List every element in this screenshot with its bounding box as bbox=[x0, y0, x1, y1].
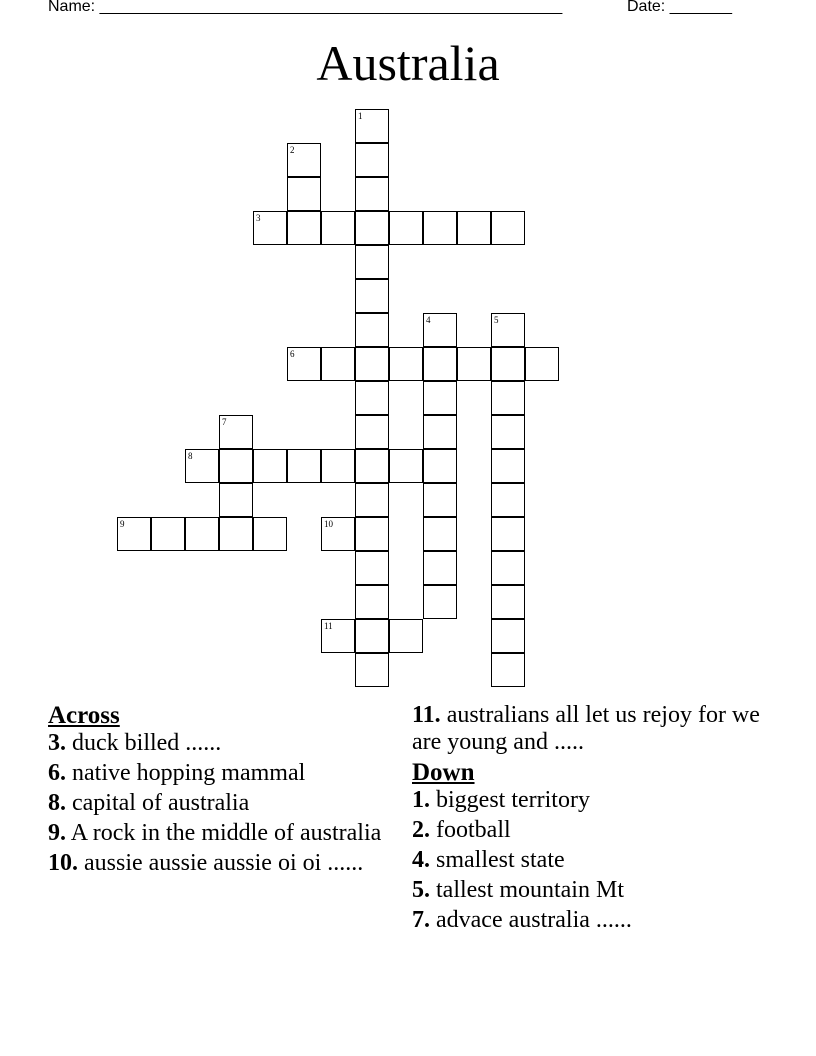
crossword-cell[interactable] bbox=[355, 517, 389, 551]
crossword-cell[interactable] bbox=[355, 279, 389, 313]
down-clue bbox=[412, 907, 792, 934]
clue-number: 11. bbox=[412, 702, 441, 728]
clue-text: australians all let us rejoy for we are young and ..... bbox=[412, 702, 760, 755]
across-clue bbox=[412, 702, 792, 756]
clue-number-label: 9 bbox=[120, 519, 125, 529]
clue-number-label: 11 bbox=[324, 621, 333, 631]
crossword-cell[interactable] bbox=[491, 381, 525, 415]
crossword-cell[interactable] bbox=[423, 381, 457, 415]
crossword-cell[interactable] bbox=[287, 211, 321, 245]
clue-number-label: 6 bbox=[290, 349, 295, 359]
down-heading: Down bbox=[412, 759, 475, 786]
crossword-cell[interactable] bbox=[491, 449, 525, 483]
crossword-cell[interactable] bbox=[457, 211, 491, 245]
clue-text: advace australia ...... bbox=[436, 907, 632, 933]
clue-number-label: 7 bbox=[222, 417, 227, 427]
crossword-cell[interactable] bbox=[423, 551, 457, 585]
clue-text: native hopping mammal bbox=[72, 760, 306, 786]
crossword-cell[interactable] bbox=[151, 517, 185, 551]
down-clue bbox=[412, 847, 792, 874]
crossword-cell[interactable] bbox=[253, 449, 287, 483]
date-field[interactable]: Date: _______ bbox=[627, 0, 732, 15]
across-clue bbox=[48, 790, 398, 817]
clue-number: 3. bbox=[48, 730, 66, 756]
crossword-cell[interactable] bbox=[423, 517, 457, 551]
crossword-cell[interactable] bbox=[491, 585, 525, 619]
crossword-cell[interactable] bbox=[457, 347, 491, 381]
crossword-cell[interactable] bbox=[355, 585, 389, 619]
clue-number: 8. bbox=[48, 790, 66, 816]
crossword-cell[interactable] bbox=[423, 449, 457, 483]
crossword-cell[interactable] bbox=[423, 585, 457, 619]
clue-number-label: 4 bbox=[426, 315, 431, 325]
clue-text: duck billed ...... bbox=[72, 730, 222, 756]
clue-text: football bbox=[436, 817, 511, 843]
crossword-cell[interactable] bbox=[287, 449, 321, 483]
crossword-cell[interactable] bbox=[253, 517, 287, 551]
clue-text: capital of australia bbox=[72, 790, 250, 816]
clue-number: 6. bbox=[48, 760, 66, 786]
crossword-cell[interactable] bbox=[491, 619, 525, 653]
crossword-cell[interactable] bbox=[355, 619, 389, 653]
crossword-cell[interactable] bbox=[287, 177, 321, 211]
clue-number-label: 5 bbox=[494, 315, 499, 325]
clue-text: A rock in the middle of australia bbox=[70, 820, 382, 846]
crossword-cell[interactable] bbox=[355, 211, 389, 245]
page-title: Australia bbox=[316, 35, 500, 91]
across-clue bbox=[48, 730, 398, 757]
crossword-cell[interactable] bbox=[389, 449, 423, 483]
crossword-cell[interactable] bbox=[219, 449, 253, 483]
crossword-cell[interactable] bbox=[321, 211, 355, 245]
down-clue bbox=[412, 877, 792, 904]
clue-number: 10. bbox=[48, 850, 78, 876]
clue-number: 2. bbox=[412, 817, 430, 843]
crossword-cell[interactable] bbox=[525, 347, 559, 381]
crossword-cell[interactable] bbox=[355, 381, 389, 415]
down-clue bbox=[412, 787, 792, 814]
crossword-cell[interactable] bbox=[389, 211, 423, 245]
crossword-cell[interactable] bbox=[389, 619, 423, 653]
crossword-cell[interactable] bbox=[355, 177, 389, 211]
clue-number: 4. bbox=[412, 847, 430, 873]
clue-text: smallest state bbox=[436, 847, 565, 873]
clue-number-label: 2 bbox=[290, 145, 295, 155]
crossword-cell[interactable] bbox=[491, 551, 525, 585]
name-field[interactable]: Name: ____________________________________________________ bbox=[48, 0, 563, 15]
crossword-cell[interactable] bbox=[185, 517, 219, 551]
crossword-cell[interactable] bbox=[355, 245, 389, 279]
across-clue bbox=[48, 820, 398, 847]
crossword-cell[interactable] bbox=[355, 313, 389, 347]
crossword-cell[interactable] bbox=[355, 551, 389, 585]
crossword-cell[interactable] bbox=[389, 347, 423, 381]
crossword-cell[interactable] bbox=[491, 415, 525, 449]
crossword-cell[interactable] bbox=[219, 517, 253, 551]
crossword-cell[interactable] bbox=[219, 483, 253, 517]
crossword-cell[interactable] bbox=[355, 347, 389, 381]
crossword-cell[interactable] bbox=[355, 483, 389, 517]
clue-text: tallest mountain Mt bbox=[436, 877, 624, 903]
clue-number-label: 3 bbox=[256, 213, 261, 223]
crossword-cell[interactable] bbox=[423, 415, 457, 449]
clue-number: 7. bbox=[412, 907, 430, 933]
crossword-cell[interactable] bbox=[321, 347, 355, 381]
crossword-cell[interactable] bbox=[423, 211, 457, 245]
down-clue bbox=[412, 817, 792, 844]
crossword-cell[interactable] bbox=[491, 347, 525, 381]
crossword-cell[interactable] bbox=[423, 483, 457, 517]
crossword-cell[interactable] bbox=[491, 517, 525, 551]
clue-number-label: 1 bbox=[358, 111, 363, 121]
clues-right-column bbox=[412, 702, 792, 937]
clue-number-label: 8 bbox=[188, 451, 193, 461]
crossword-cell[interactable] bbox=[423, 347, 457, 381]
crossword-cell[interactable] bbox=[491, 483, 525, 517]
clue-number-label: 10 bbox=[324, 519, 333, 529]
across-clue bbox=[48, 760, 398, 787]
crossword-cell[interactable] bbox=[321, 449, 355, 483]
clue-number: 5. bbox=[412, 877, 430, 903]
across-clue bbox=[48, 850, 398, 877]
clue-text: aussie aussie aussie oi oi ...... bbox=[84, 850, 364, 876]
crossword-cell[interactable] bbox=[355, 415, 389, 449]
crossword-cell[interactable] bbox=[355, 449, 389, 483]
clue-text: biggest territory bbox=[436, 787, 590, 813]
crossword-cell[interactable] bbox=[355, 653, 389, 687]
crossword-cell[interactable] bbox=[355, 143, 389, 177]
crossword-cell[interactable] bbox=[491, 211, 525, 245]
clues-left-column bbox=[48, 702, 398, 880]
across-heading: Across bbox=[48, 702, 120, 729]
clue-number: 9. bbox=[48, 820, 66, 846]
crossword-cell[interactable] bbox=[491, 653, 525, 687]
clue-number: 1. bbox=[412, 787, 430, 813]
